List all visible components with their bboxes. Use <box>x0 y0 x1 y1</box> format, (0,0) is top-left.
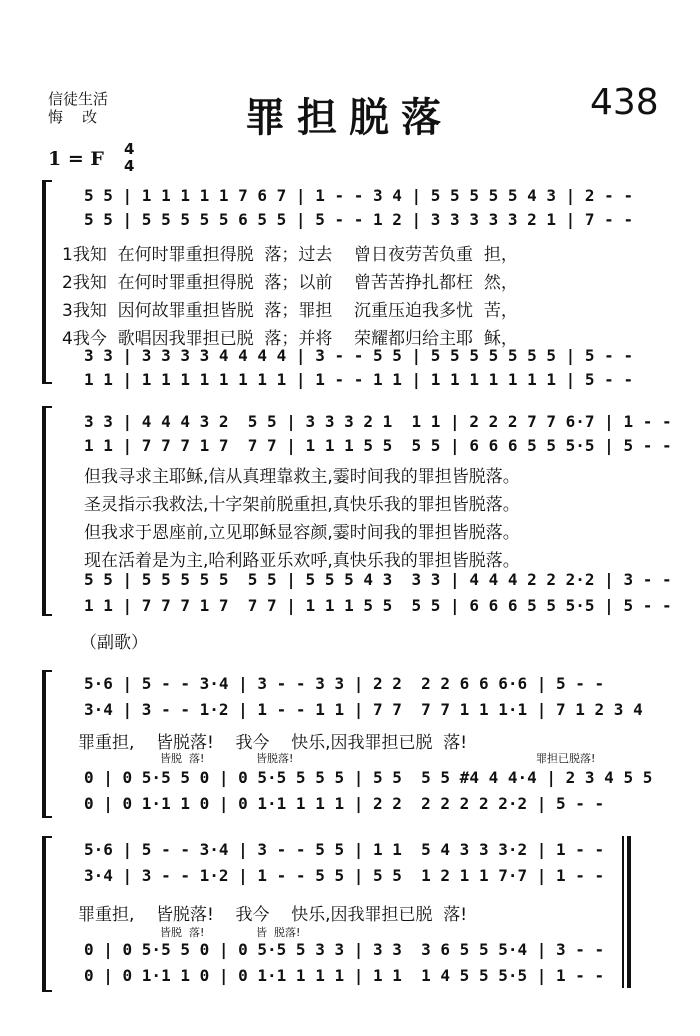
tenor-line: 0 | 0 5·5 5 0 | 0 5·5 5 5 5 | 5 5 5 5 #4 4 4·4 | 2 3 4 5 5 <box>84 768 653 787</box>
chorus-lyric: 罪重担, 皆脱落! 我今 快乐,因我罪担已脱 落! <box>78 905 468 925</box>
final-barline-thin <box>622 836 624 988</box>
echo-lyric: 皆脱 落! <box>160 752 205 765</box>
echo-lyric: 皆脱 落! <box>160 926 205 939</box>
key-signature: 1 = F <box>48 148 104 170</box>
soprano-line: 5·6 | 5 - - 3·4 | 3 - - 3 3 | 2 2 2 2 6 6 6·6 | 5 - - <box>84 674 605 693</box>
bass-line: 1 1 | 1 1 1 1 1 1 1 1 | 1 - - 1 1 | 1 1 1 1 1 1 1 | 5 - - <box>84 370 634 389</box>
subcategory-label: 悔 改 <box>48 108 98 126</box>
echo-lyric: 罪担已脱落! <box>536 752 596 765</box>
time-signature-bottom: 4 <box>124 157 135 175</box>
verse-4-lyric: 现在活着是为主,哈利路亚乐欢呼,真快乐我的罪担皆脱落。 <box>84 551 520 571</box>
time-signature-top: 4 <box>124 140 135 158</box>
verse-3-lyric: 3我知 因何故罪重担皆脱 落；罪担 沉重压迫我多忧 苦， <box>62 301 518 321</box>
alto-line: 3·4 | 3 - - 1·2 | 1 - - 5 5 | 5 5 1 2 1 1 7·7 | 1 - - <box>84 866 605 885</box>
echo-lyric: 皆 脱落! <box>256 926 301 939</box>
alto-line: 1 1 | 7 7 7 1 7 7 7 | 1 1 1 5 5 5 5 | 6 6 6 5 5 5·5 | 5 - - <box>84 436 672 455</box>
chorus-lyric: 罪重担, 皆脱落! 我今 快乐,因我罪担已脱 落! <box>78 733 468 753</box>
verse-2-lyric: 圣灵指示我救法,十字架前脱重担,真快乐我的罪担皆脱落。 <box>84 495 520 515</box>
verse-3-lyric: 但我求于恩座前,立见耶稣显容颜,霎时间我的罪担皆脱落。 <box>84 523 520 543</box>
tenor-line: 5 5 | 5 5 5 5 5 5 5 | 5 5 5 4 3 3 3 | 4 4 4 2 2 2·2 | 3 - - <box>84 570 672 589</box>
alto-line: 5 5 | 5 5 5 5 5 6 5 5 | 5 - - 1 2 | 3 3 3 3 3 2 1 | 7 - - <box>84 210 634 229</box>
chorus-label: （副歌） <box>80 633 148 653</box>
hymn-title: 罪担脱落 <box>245 95 453 141</box>
soprano-line: 5·6 | 5 - - 3·4 | 3 - - 5 5 | 1 1 5 4 3 3 3·2 | 1 - - <box>84 840 605 859</box>
tenor-line: 0 | 0 5·5 5 0 | 0 5·5 5 3 3 | 3 3 3 6 5 5 5·4 | 3 - - <box>84 940 605 959</box>
system-bracket <box>42 406 52 616</box>
bass-line: 1 1 | 7 7 7 1 7 7 7 | 1 1 1 5 5 5 5 | 6 6 6 5 5 5·5 | 5 - - <box>84 596 672 615</box>
verse-1-lyric: 1我知 在何时罪重担得脱 落；过去 曾日夜劳苦负重 担， <box>62 245 518 265</box>
bass-line: 0 | 0 1·1 1 0 | 0 1·1 1 1 1 | 2 2 2 2 2 2 2·2 | 5 - - <box>84 794 605 813</box>
verse-2-lyric: 2我知 在何时罪重担得脱 落；以前 曾苦苦挣扎都枉 然， <box>62 273 518 293</box>
hymn-number: 438 <box>590 82 659 123</box>
system-bracket <box>42 180 52 384</box>
system-bracket <box>42 670 52 818</box>
bass-line: 0 | 0 1·1 1 0 | 0 1·1 1 1 1 | 1 1 1 4 5 5 5·5 | 1 - - <box>84 966 605 985</box>
tenor-line: 3 3 | 3 3 3 3 4 4 4 4 | 3 - - 5 5 | 5 5 5 5 5 5 5 | 5 - - <box>84 346 634 365</box>
final-barline-thick <box>627 836 631 988</box>
category-label: 信徒生活 <box>48 90 109 108</box>
soprano-line: 3 3 | 4 4 4 3 2 5 5 | 3 3 3 2 1 1 1 | 2 2 2 7 7 6·7 | 1 - - <box>84 412 672 431</box>
verse-1-lyric: 但我寻求主耶稣,信从真理靠救主,霎时间我的罪担皆脱落。 <box>84 467 520 487</box>
alto-line: 3·4 | 3 - - 1·2 | 1 - - 1 1 | 7 7 7 7 1 1 1·1 | 7 1 2 3 4 <box>84 700 643 719</box>
verse-4-lyric: 4我今 歌唱因我罪担已脱 落；并将 荣耀都归给主耶 稣， <box>62 329 518 349</box>
system-bracket <box>42 836 52 992</box>
soprano-line: 5 5 | 1 1 1 1 1 7 6 7 | 1 - - 3 4 | 5 5 5 5 5 4 3 | 2 - - <box>84 186 634 205</box>
echo-lyric: 皆脱落! <box>256 752 294 765</box>
